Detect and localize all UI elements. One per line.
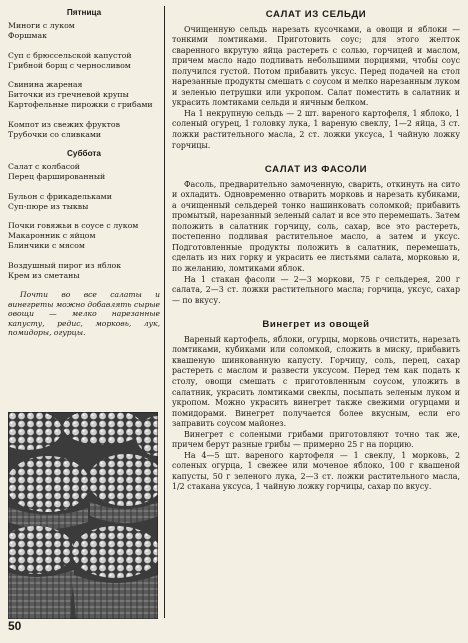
salad-tip-text: Почти во все салаты и винегреты можно добавлять сырые овощи — мелко нарезанные капусту, редис, морковь, лук, помидоры, огурцы. (8, 290, 160, 338)
menu-group (8, 221, 160, 252)
page-number: 50 (8, 619, 22, 633)
apple-baskets-illustration (8, 412, 158, 619)
menu-item: Миноги с луком (8, 21, 75, 31)
recipe-vegetable-vinaigrette (172, 320, 460, 493)
recipe-title: САЛАТ ИЗ ФАСОЛИ (264, 164, 368, 176)
menu-item: Салат с колбасой (8, 162, 80, 172)
day-menu-friday (8, 8, 160, 140)
menu-item: Картофельные пирожки с грибами (8, 100, 153, 110)
day-menu-saturday (8, 149, 160, 281)
menu-item: Суп с брюссельской капустой (8, 50, 132, 60)
recipe-bean-salad (172, 165, 460, 306)
menu-item: Суп-пюре из тыквы (8, 201, 89, 211)
menu-group (8, 80, 160, 111)
menu-item: Компот из свежих фруктов (8, 119, 120, 129)
recipes-column (172, 8, 460, 507)
recipe-title: Винегрет из овощей (262, 319, 370, 331)
menu-group (8, 51, 160, 71)
menu-group (8, 192, 160, 212)
menu-item: Перец фаршированный (8, 172, 106, 182)
menu-item: Свинина жареная (8, 80, 83, 90)
recipe-ingredients: На 1 стакан фасоли — 2—3 моркови, 75 г сельдерея, 200 г салата, 2—3 ст. ложки растительного масла; горчица, уксус, сахар — по вкусу. (172, 274, 460, 305)
day-title: Суббота (67, 149, 101, 159)
menu-item: Блинчики с мясом (8, 241, 85, 251)
menu-group (8, 120, 160, 140)
menu-item: Биточки из гречневой крупы (8, 90, 129, 100)
column-divider (164, 6, 165, 618)
recipe-title: САЛАТ ИЗ СЕЛЬДИ (265, 9, 367, 20)
recipe-instructions: Очищенную сельдь нарезать кусочками, а овощи и яблоки — тонкими ломтиками. Приготовить соус; для этого желток сваренного вкрутую яйца растереть с солью, горчицей и маслом, причем масло надо подливать небольшими порциями, чтобы соус получился густой. Потом прибавить уксус. Перед подачей на стол нарезанные продукты смешать с соусом и мелко нарезанным луком и зеленью петрушки или укропом. Салат поместить в салатник и украсить ломтиками сельди и яичным белком. (172, 24, 460, 108)
recipe-ingredients: На 1 некрупную сельдь — 2 шт. вареного картофеля, 1 яблоко, 1 соленый огурец, 1 головку лука, 1 вареную свеклу, 1—2 яйца, 3 ст. ложки растительного масла, 2 ст. ложки уксуса, 1 чайную ложку горчицы. (172, 108, 460, 150)
recipe-instructions: Фасоль, предварительно замоченную, сварить, откинуть на сито и охладить. Одновременно отварить морковь и нарезать кубиками, а очищенный сельдерей тонко нашинковать соломкой; прибавить промытый, нарезанный зеленый салат и все это перемешать. Затем положить в салатник горчицу, соль, сахар, все это растереть, постепенно подливая растительное масло, а затем и уксус. Подготовленные продукты положить в салатник, перемешать, сделать из них горку и украсить ее листьями салата, морковью и, по желанию, ломтиками яблок. (172, 179, 460, 274)
recipe-herring-salad (172, 10, 460, 151)
menu-item: Грибной борщ с черносливом (8, 60, 131, 70)
recipe-instructions: Вареный картофель, яблоки, огурцы, морковь очистить, нарезать ломтиками, кубиками или соломкой, сложить в миску, прибавить квашеную шинкованную капусту. Горчицу, соль, перец, сахар растереть с маслом и развести уксусом. Перед тем как подать к столу, овощи смешать с приготовленным соусом, уложить в салатник, украсить ломтиками свеклы, посыпать зеленым луком и укропом. Можно украсить винегрет также свежими огурцами и помидорами. Винегрет получается более вкусным, если его заправить соусом майонез. (172, 334, 460, 429)
weekly-menu (8, 8, 160, 338)
menu-item: Макаронник с яйцом (8, 231, 96, 241)
menu-group (8, 162, 160, 182)
apple-baskets-photo (8, 412, 158, 619)
day-title: Пятница (66, 8, 102, 17)
menu-group (8, 261, 160, 281)
menu-item: Трубочки со сливками (8, 129, 102, 139)
menu-group (8, 21, 160, 41)
menu-item: Крем из сметаны (8, 270, 80, 280)
recipe-variation: Винегрет с солеными грибами приготовляют точно так же, причем берут разные грибы — примерно 25 г на порцию. (172, 429, 460, 450)
menu-item: Бульон с фрикадельками (8, 191, 112, 201)
menu-item: Форшмак (8, 31, 47, 41)
menu-item: Воздушный пирог из яблок (8, 260, 122, 270)
recipe-ingredients: На 4—5 шт. вареного картофеля — 1 свеклу, 1 морковь, 2 соленых огурца, 1 свежее или моченое яблоко, 100 г квашеной капусты, 50 г зеленого лука, 2—3 ст. ложки растительного масла, 1/2 стакана уксуса, 1 чайную ложку горчицы, сахар по вкусу. (172, 450, 460, 492)
menu-item: Почки говяжьи в соусе с луком (8, 221, 139, 231)
salad-tip-note (8, 290, 160, 338)
